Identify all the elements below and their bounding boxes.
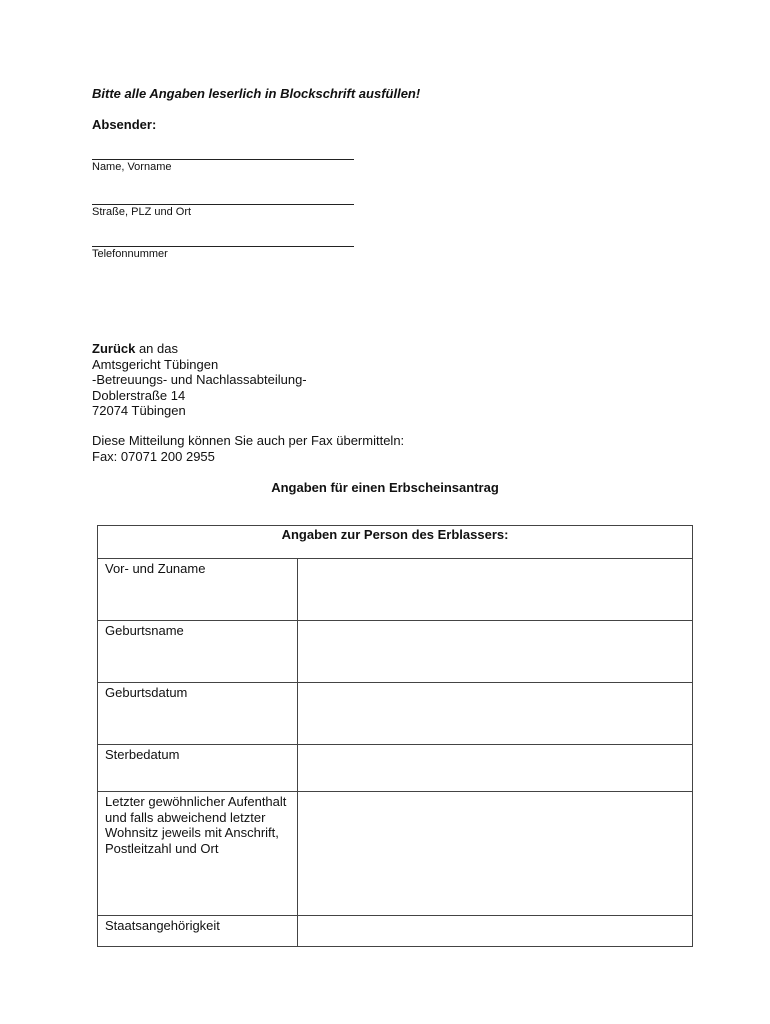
recipient-line: 72074 Tübingen <box>92 403 186 418</box>
nationality-field[interactable] <box>298 916 693 947</box>
field-caption: Straße, PLZ und Ort <box>92 206 192 218</box>
birth-name-input[interactable] <box>298 621 692 640</box>
death-date-field[interactable] <box>298 745 693 792</box>
recipient-line: Doblerstraße 14 <box>92 387 186 403</box>
recipient-address <box>92 341 307 419</box>
form-title: Angaben für einen Erbscheinsantrag <box>271 480 499 495</box>
table-row <box>98 745 693 792</box>
birth-date-field[interactable] <box>298 683 693 745</box>
table-header: Angaben zur Person des Erblassers: <box>98 526 693 559</box>
table-row <box>98 559 693 621</box>
row-label-death-date: Sterbedatum <box>98 745 298 792</box>
signature-line <box>92 246 354 247</box>
sender-name-field[interactable] <box>92 159 354 173</box>
recipient-line: Amtsgericht Tübingen <box>92 356 219 372</box>
return-line <box>92 341 307 357</box>
sender-label: Absender: <box>92 117 157 132</box>
birth-name-field[interactable] <box>298 621 693 683</box>
table-row <box>98 683 693 745</box>
field-caption: Telefonnummer <box>92 248 168 260</box>
deceased-info-table <box>97 525 693 947</box>
fax-number: Fax: 07071 200 2955 <box>92 448 215 464</box>
table-row <box>98 621 693 683</box>
sender-address-field[interactable] <box>92 204 354 218</box>
return-bold: Zurück <box>92 341 136 356</box>
row-label-birth-date: Geburtsdatum <box>98 683 298 745</box>
death-date-input[interactable] <box>298 745 692 764</box>
recipient-line: -Betreuungs- und Nachlassabteilung- <box>92 372 307 387</box>
full-name-input[interactable] <box>298 559 692 578</box>
nationality-input[interactable] <box>298 916 692 935</box>
birth-date-input[interactable] <box>298 683 692 702</box>
signature-line <box>92 204 354 205</box>
last-residence-field[interactable] <box>298 792 693 916</box>
row-label-birth-name: Geburtsname <box>98 621 298 683</box>
table-row <box>98 792 693 916</box>
row-label-nationality: Staatsangehörigkeit <box>98 916 298 947</box>
field-caption: Name, Vorname <box>92 161 172 173</box>
row-label-full-name: Vor- und Zuname <box>98 559 298 621</box>
fax-note <box>92 433 404 464</box>
instruction-text: Bitte alle Angaben leserlich in Blockschrift ausfüllen! <box>92 86 421 101</box>
fax-text: Diese Mitteilung können Sie auch per Fax übermitteln: <box>92 433 405 448</box>
full-name-field[interactable] <box>298 559 693 621</box>
sender-phone-field[interactable] <box>92 246 354 260</box>
signature-line <box>92 159 354 160</box>
row-label-last-residence: Letzter gewöhnlicher Aufenthalt und falls abweichend letzter Wohnsitz jeweils mit Anschrift, Postleitzahl und Ort <box>98 792 298 916</box>
table-row <box>98 916 693 947</box>
last-residence-input[interactable] <box>298 792 692 811</box>
return-rest: an das <box>135 341 178 356</box>
